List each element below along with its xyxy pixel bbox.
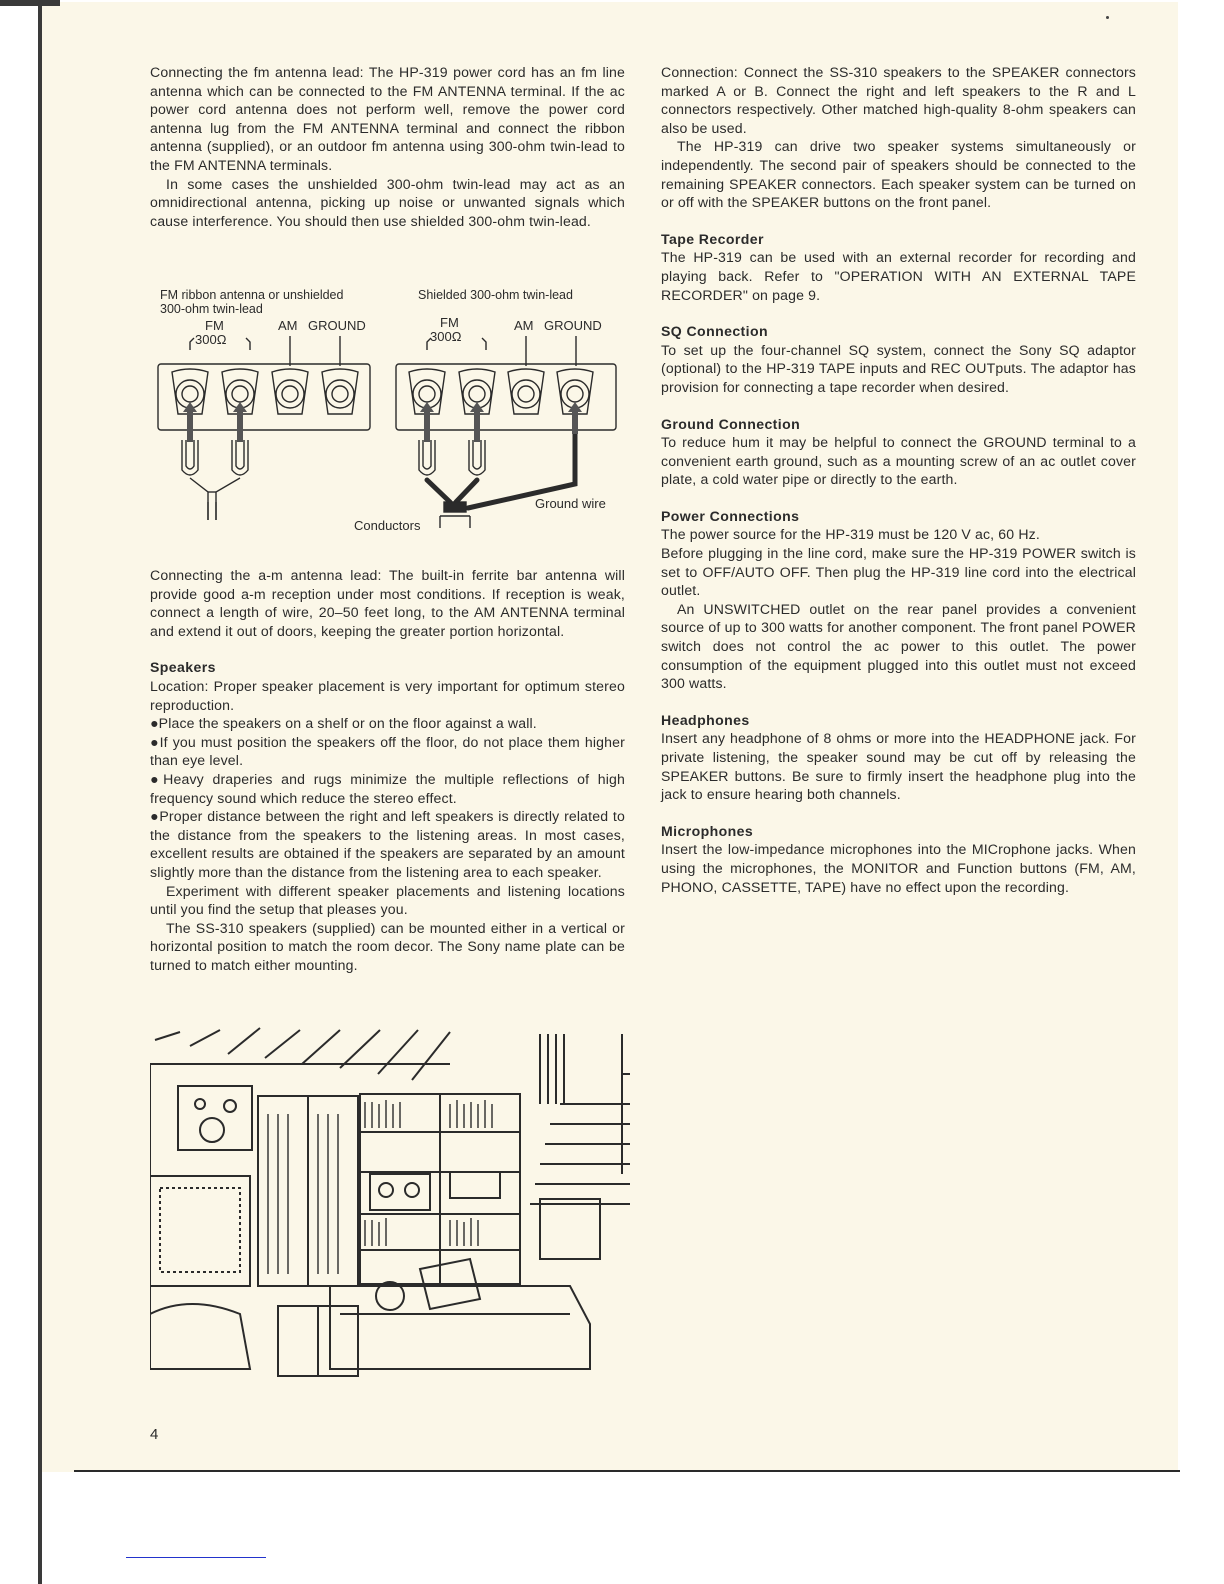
label-am-left: AM	[278, 318, 298, 333]
two-speaker-paragraph: The HP-319 can drive two speaker systems simultaneously or independently. The second pair of speakers should be connected to the remaining SPEAKER connectors. Each speaker system can be turned on or off with the SPEAKER buttons on the front panel.	[661, 138, 1136, 211]
label-ohm-right: 300Ω	[430, 329, 462, 344]
speakers-location: Location: Proper speaker placement is very important for optimum stereo reproduction.	[150, 677, 625, 713]
microphones-paragraph: Insert the low-impedance microphones into the MICrophone jacks. When using the microphones, the MONITOR and Function buttons (FM, AM, PHONO, CASSETTE, TAPE) have no effect upon the recording.	[661, 841, 1136, 895]
label-ground-wire: Ground wire	[535, 496, 606, 511]
antenna-connection-diagram	[150, 280, 630, 542]
tape-recorder-heading: Tape Recorder	[661, 230, 764, 247]
connection-paragraph: Connection: Connect the SS-310 speakers to the SPEAKER connectors marked A or B. Connect the right and left speakers to the R and L connectors respectively. Other matched high-quality 8-ohm speakers can also be used.	[661, 64, 1136, 136]
speaker-bullet-3: ●Heavy draperies and rugs minimize the multiple reflections of high frequency sound which reduce the stereo effect.	[150, 770, 625, 806]
sq-connection-heading: SQ Connection	[661, 323, 768, 340]
living-room-illustration	[150, 1024, 635, 1384]
binding-edge	[38, 0, 42, 1584]
microphones-heading: Microphones	[661, 822, 754, 839]
left-column-bottom	[150, 566, 625, 974]
sq-connection-paragraph: To set up the four-channel SQ system, connect the Sony SQ adaptor (optional) to the HP-319 TAPE inputs and REC OUTputs. The adaptor has provision for connecting a tape recorder when desired.	[661, 341, 1136, 395]
right-column	[661, 63, 1136, 896]
label-fm-right: FM	[440, 315, 459, 330]
unshielded-paragraph: In some cases the unshielded 300-ohm twin-lead may act as an omnidirectional antenna, picking up noise or unwanted signals which cause interference. You should then use shielded 300-ohm twin-lead.	[150, 175, 625, 229]
ground-connection-paragraph: To reduce hum it may be helpful to connect the GROUND terminal to a convenient earth ground, such as a mounting screw of an ac outlet cover plate, a cold water pipe or directly to the earth.	[661, 434, 1136, 488]
ss310-paragraph: The SS-310 speakers (supplied) can be mounted either in a vertical or horizontal position to match the room decor. The Sony name plate can be turned to match either mounting.	[150, 919, 625, 973]
label-ground-left: GROUND	[308, 318, 366, 333]
tape-recorder-paragraph: The HP-319 can be used with an external recorder for recording and playing back. Refer to "OPERATION WITH AN EXTERNAL TAPE RECORDER" on page 9.	[661, 249, 1136, 303]
left-column-top	[150, 63, 625, 230]
speck	[1106, 16, 1109, 19]
speakers-heading: Speakers	[150, 659, 216, 676]
speaker-bullet-2: ●If you must position the speakers off the floor, do not place them higher than eye level.	[150, 733, 625, 769]
headphones-paragraph: Insert any headphone of 8 ohms or more into the HEADPHONE jack. For private listening, the speaker sound may be cut off by releasing the SPEAKER buttons. Be sure to firmly insert the headphone plug into the jack to ensure hearing both channels.	[661, 730, 1136, 803]
headphones-heading: Headphones	[661, 711, 750, 728]
speaker-bullet-1: ●Place the speakers on a shelf or on the floor against a wall.	[150, 715, 537, 732]
footer-line	[126, 1557, 266, 1558]
ground-connection-heading: Ground Connection	[661, 415, 801, 432]
page-corner-edge	[0, 0, 60, 6]
power-plug-paragraph: Before plugging in the line cord, make sure the HP-319 POWER switch is set to OFF/AUTO OFF. Then plug the HP-319 line cord into the electrical outlet.	[661, 545, 1136, 599]
label-conductors: Conductors	[354, 518, 421, 533]
diagram-left-caption-1: FM ribbon antenna or unshielded	[160, 288, 344, 302]
experiment-paragraph: Experiment with different speaker placements and listening locations until you find the setup that pleases you.	[150, 882, 625, 918]
page-bottom-edge	[74, 1470, 1180, 1472]
power-source-line: The power source for the HP-319 must be 120 V ac, 60 Hz.	[661, 526, 1040, 543]
label-ohm-left: 300Ω	[195, 332, 227, 347]
unswitched-outlet-paragraph: An UNSWITCHED outlet on the rear panel provides a convenient source of up to 300 watts for another component. The front panel POWER switch does not control the ac power to this outlet. The power consumption of the equipment plugged into this outlet must not exceed 300 watts.	[661, 600, 1136, 692]
diagram-left-caption-2: 300-ohm twin-lead	[160, 302, 263, 316]
power-connections-heading: Power Connections	[661, 507, 800, 524]
speaker-bullet-4: ●Proper distance between the right and left speakers is directly related to the distance from the speakers to the listening areas. In most cases, excellent results are obtained if the speakers are separated by an amount slightly more than the distance from the listening area to each speaker.	[150, 808, 625, 880]
diagram-right-caption: Shielded 300-ohm twin-lead	[418, 288, 573, 302]
label-ground-right: GROUND	[544, 318, 602, 333]
page-number: 4	[150, 1426, 159, 1443]
am-antenna-paragraph: Connecting the a-m antenna lead: The built-in ferrite bar antenna will provide good a-m reception under most conditions. If reception is weak, connect a length of wire, 20–50 feet long, to the AM ANTENNA terminal and extend it out of doors, keeping the greater portion horizontal.	[150, 567, 625, 639]
fm-antenna-paragraph: Connecting the fm antenna lead: The HP-319 power cord has an fm line antenna which can be connected to the FM ANTENNA terminal. If the ac power cord antenna does not perform well, remove the power cord antenna lug from the FM ANTENNA terminal and connect the ribbon antenna (supplied), or an outdoor fm antenna using 300-ohm twin-lead to the FM ANTENNA terminals.	[150, 64, 625, 173]
label-fm-left: FM	[205, 318, 224, 333]
label-am-right: AM	[514, 318, 534, 333]
